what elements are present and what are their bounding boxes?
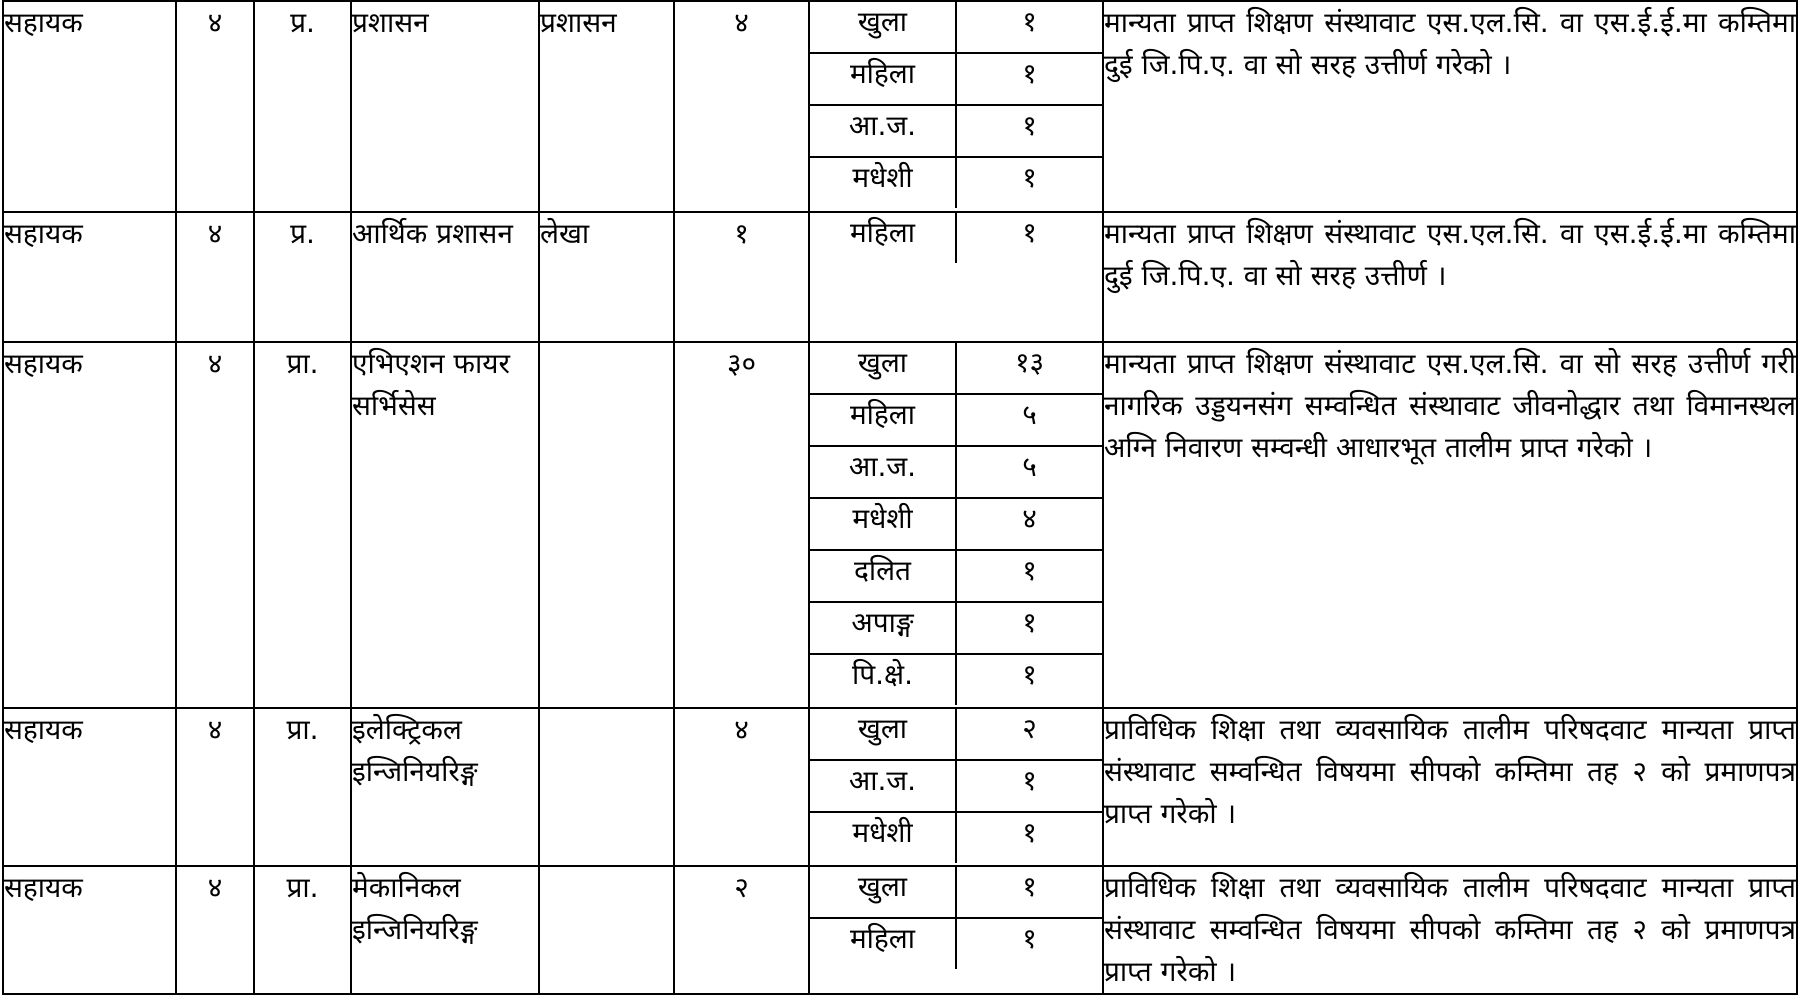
table-row xyxy=(3,708,1797,866)
service-cell: मेकानिकल इन्जिनियरिङ्ग xyxy=(351,866,539,994)
level-cell: ४ xyxy=(176,866,254,994)
quota-category: मधेशी xyxy=(810,498,956,550)
quota-row xyxy=(810,105,1102,157)
quota-category: महिला xyxy=(810,53,956,105)
total-cell: ४ xyxy=(674,1,809,212)
type-cell: प्रा. xyxy=(254,342,351,708)
quota-row xyxy=(810,550,1102,602)
level-cell: ४ xyxy=(176,342,254,708)
table-row xyxy=(3,342,1797,708)
type-cell: प्रा. xyxy=(254,708,351,866)
service-cell: एभिएशन फायर सर्भिसेस xyxy=(351,342,539,708)
group-cell xyxy=(539,342,674,708)
service-cell: प्रशासन xyxy=(351,1,539,212)
quota-count: १ xyxy=(1022,216,1037,249)
quota-count: १ xyxy=(956,550,1102,602)
quota-category: पि.क्षे. xyxy=(810,654,956,705)
quota-table xyxy=(810,343,1102,705)
group-cell: प्रशासन xyxy=(539,1,674,212)
quota-category: खुला xyxy=(810,343,956,394)
quota-category: खुला xyxy=(810,867,956,918)
quota-count: १ xyxy=(956,53,1102,105)
quota-table xyxy=(810,2,1102,208)
vacancy-table-body xyxy=(3,1,1797,994)
quota-category: अपाङ्ग xyxy=(810,602,956,654)
quota-row xyxy=(810,602,1102,654)
level-cell: ४ xyxy=(176,708,254,866)
quota-count: १ xyxy=(1022,161,1037,194)
table-row xyxy=(3,212,1797,342)
quota-category: खुला xyxy=(810,709,956,760)
quota-count: १३ xyxy=(956,343,1102,394)
quota-category: मधेशी xyxy=(810,157,956,208)
quota-row xyxy=(810,2,1102,53)
quota-category: महिला xyxy=(810,394,956,446)
quota-count: १ xyxy=(956,760,1102,812)
post-cell: सहायक xyxy=(3,708,176,866)
quota-category: महिला xyxy=(810,213,956,263)
quota-cell xyxy=(809,708,1103,866)
quota-count: १ xyxy=(956,602,1102,654)
quota-row xyxy=(810,760,1102,812)
group-cell xyxy=(539,866,674,994)
type-cell: प्र. xyxy=(254,1,351,212)
quota-cell xyxy=(809,212,1103,342)
post-cell: सहायक xyxy=(3,342,176,708)
post-cell: सहायक xyxy=(3,212,176,342)
quota-count: ४ xyxy=(956,498,1102,550)
post-cell: सहायक xyxy=(3,1,176,212)
quota-row xyxy=(810,654,1102,705)
quota-category: आ.ज. xyxy=(810,760,956,812)
quota-row xyxy=(810,498,1102,550)
qualification-cell: प्राविधिक शिक्षा तथा व्यवसायिक तालीम परिषदवाट मान्यता प्राप्त संस्थावाट सम्वन्धित विषयमा सीपको कम्तिमा तह २ को प्रमाणपत्र प्राप्त गरेको । xyxy=(1103,708,1797,866)
table-row xyxy=(3,1,1797,212)
quota-count: १ xyxy=(1022,816,1037,849)
total-cell: ४ xyxy=(674,708,809,866)
quota-row xyxy=(810,53,1102,105)
quota-cell xyxy=(809,342,1103,708)
quota-count: १ xyxy=(1022,922,1037,955)
group-cell: लेखा xyxy=(539,212,674,342)
level-cell: ४ xyxy=(176,212,254,342)
total-cell: १ xyxy=(674,212,809,342)
quota-count: ५ xyxy=(956,446,1102,498)
level-cell: ४ xyxy=(176,1,254,212)
quota-count: १ xyxy=(956,867,1102,918)
quota-table xyxy=(810,213,1102,263)
post-cell: सहायक xyxy=(3,866,176,994)
quota-row xyxy=(810,812,1102,863)
quota-category: महिला xyxy=(810,918,956,969)
total-cell: ३० xyxy=(674,342,809,708)
quota-category: आ.ज. xyxy=(810,105,956,157)
qualification-cell: मान्यता प्राप्त शिक्षण संस्थावाट एस.एल.सि. वा एस.ई.ई.मा कम्तिमा दुई जि.पि.ए. वा सो सरह उत्तीर्ण गरेको । xyxy=(1103,1,1797,212)
quota-category: खुला xyxy=(810,2,956,53)
quota-cell xyxy=(809,866,1103,994)
quota-count: १ xyxy=(1022,658,1037,691)
quota-category: दलित xyxy=(810,550,956,602)
type-cell: प्रा. xyxy=(254,866,351,994)
quota-table xyxy=(810,709,1102,863)
quota-row xyxy=(810,918,1102,969)
quota-count: १ xyxy=(956,105,1102,157)
quota-row xyxy=(810,213,1102,263)
service-cell: आर्थिक प्रशासन xyxy=(351,212,539,342)
qualification-cell: मान्यता प्राप्त शिक्षण संस्थावाट एस.एल.सि. वा सो सरह उत्तीर्ण गरी नागरिक उड्डयनसंग सम्वन्धित संस्थावाट जीवनोद्धार तथा विमानस्थल अग्नि निवारण सम्वन्धी आधारभूत तालीम प्राप्त गरेको । xyxy=(1103,342,1797,708)
quota-row xyxy=(810,394,1102,446)
quota-row xyxy=(810,867,1102,918)
quota-table xyxy=(810,867,1102,969)
quota-row xyxy=(810,446,1102,498)
quota-count: १ xyxy=(956,2,1102,53)
quota-count: ५ xyxy=(956,394,1102,446)
quota-row xyxy=(810,157,1102,208)
total-cell: २ xyxy=(674,866,809,994)
qualification-cell: मान्यता प्राप्त शिक्षण संस्थावाट एस.एल.सि. वा एस.ई.ई.मा कम्तिमा दुई जि.पि.ए. वा सो सरह उत्तीर्ण । xyxy=(1103,212,1797,342)
group-cell xyxy=(539,708,674,866)
vacancy-table xyxy=(2,0,1798,995)
service-cell: इलेक्ट्रिकल इन्जिनियरिङ्ग xyxy=(351,708,539,866)
quota-category: आ.ज. xyxy=(810,446,956,498)
quota-count: २ xyxy=(956,709,1102,760)
quota-row xyxy=(810,709,1102,760)
quota-category: मधेशी xyxy=(810,812,956,863)
table-row xyxy=(3,866,1797,994)
quota-row xyxy=(810,343,1102,394)
qualification-cell: प्राविधिक शिक्षा तथा व्यवसायिक तालीम परिषदवाट मान्यता प्राप्त संस्थावाट सम्वन्धित विषयमा सीपको कम्तिमा तह २ को प्रमाणपत्र प्राप्त गरेको । xyxy=(1103,866,1797,994)
type-cell: प्र. xyxy=(254,212,351,342)
quota-cell xyxy=(809,1,1103,212)
